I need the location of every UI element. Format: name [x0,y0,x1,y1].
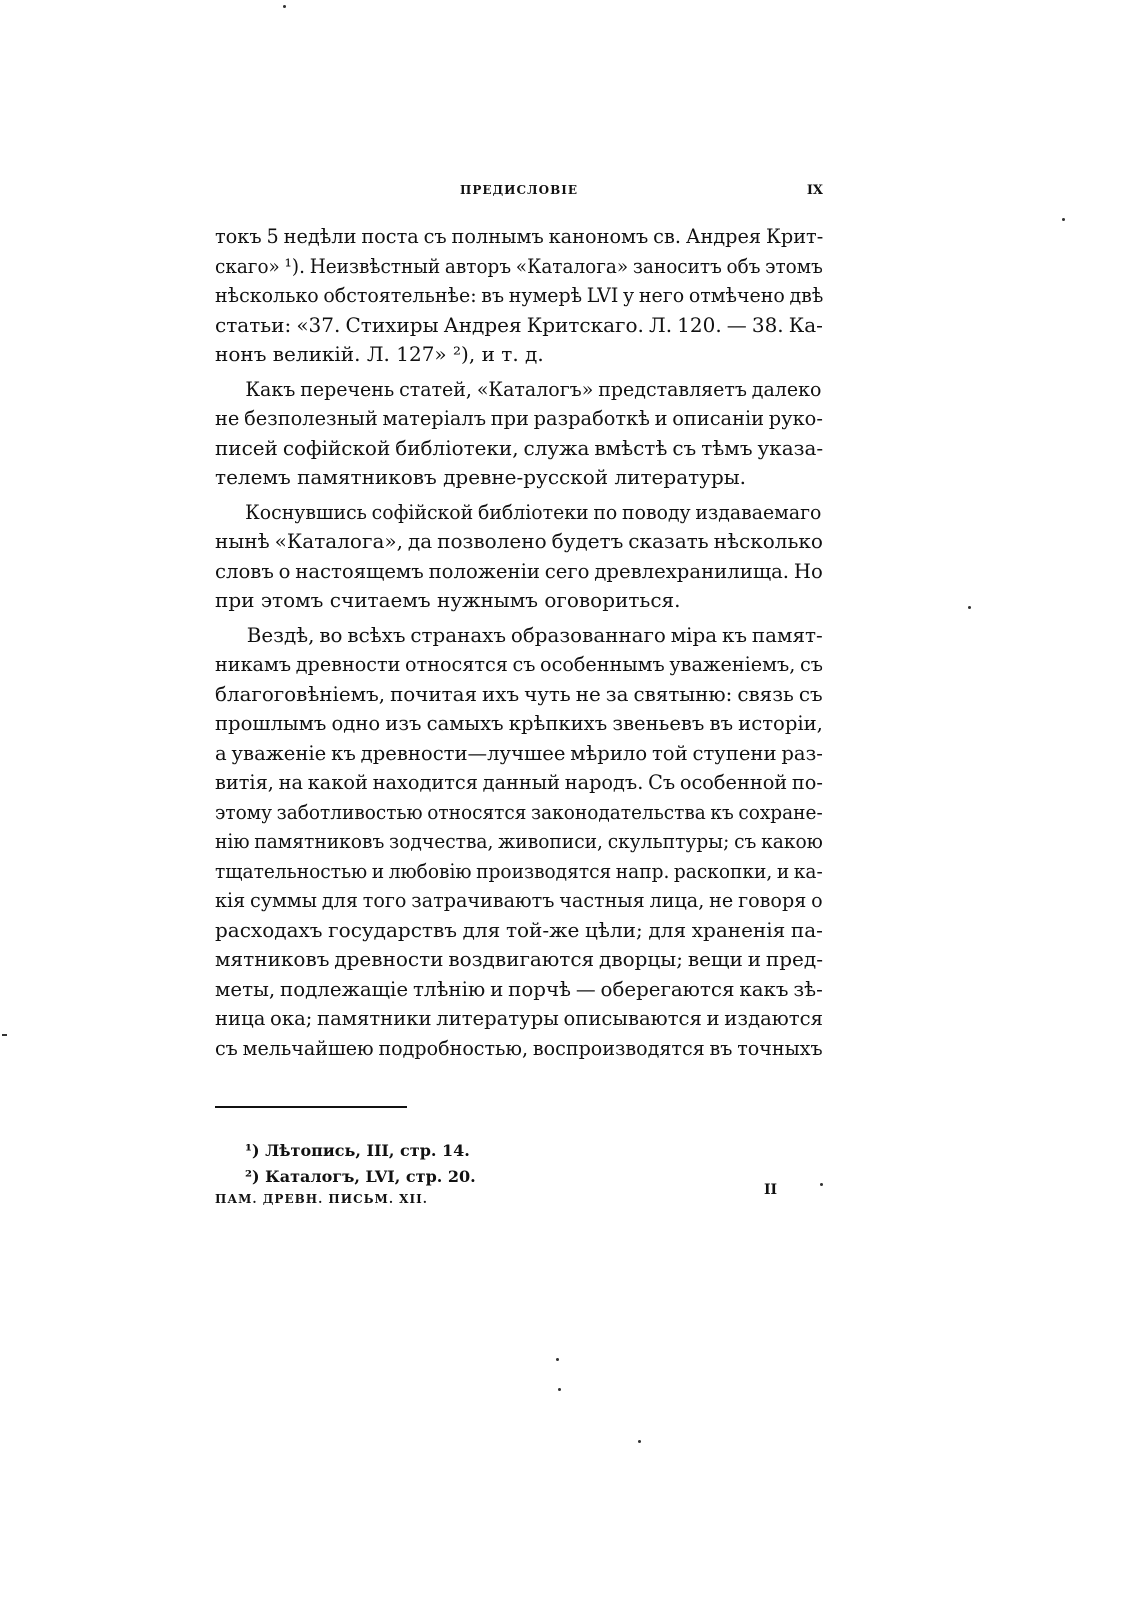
word: него [638,283,685,307]
word: будетъ [551,529,624,553]
word: съ [798,681,823,706]
word: при [490,406,529,430]
word: сохране- [738,799,823,824]
word: ока; [270,1006,313,1030]
word: — [726,312,747,337]
word: памят- [751,622,823,647]
word: — [575,976,596,1001]
text-line [215,340,823,370]
word: сего [544,558,590,583]
word: нонъ великій. Л. 127» ²), и т. д. [215,342,544,366]
word: древности [295,652,401,676]
word: и [371,858,385,883]
scan-speck [558,1388,561,1391]
word: о [278,558,291,583]
word: описаніи [672,406,765,430]
text-line [215,1034,823,1064]
text-line [215,434,823,464]
word: міра [670,622,718,647]
word: живописи, [498,829,603,853]
word: для [462,917,501,942]
word: законодательства [531,799,706,824]
text-line [215,557,823,587]
word: кія [215,888,246,912]
word: оберегаются [600,976,735,1001]
footnote-text: Лѣтопись, III, стр. 14. [265,1141,470,1160]
word: а [215,740,227,765]
word: канономъ [548,224,649,248]
word: «Каталогъ» [476,376,594,401]
word: Андрея [685,224,762,248]
word: къ [721,622,748,647]
word: меты, [215,976,276,1001]
sheet-mark: II [764,1182,778,1198]
word: прошлымъ [215,711,327,735]
scan-speck [638,1440,641,1443]
word: представляетъ [598,376,747,401]
word: позволено [437,529,547,553]
word: и [747,947,762,971]
word: мельчайшею [242,1035,374,1060]
word: памятники [317,1006,432,1030]
word: ихъ [482,681,520,706]
word: нынѣ [215,529,270,553]
word: токъ [215,224,262,248]
word: относятся [427,799,527,824]
word: Вездѣ, [246,622,315,647]
word: отмѣчено [688,283,785,307]
text-line [215,886,823,916]
word: почитая [390,681,477,706]
word: Неизвѣстный [309,253,441,278]
word: особенной [679,770,788,794]
text-line [215,768,823,798]
word: раз- [781,740,823,765]
text-line [215,498,821,528]
word: данный [482,770,560,794]
word: матеріалъ [382,406,487,430]
word: той [651,740,688,765]
word: относятся [405,652,508,676]
word: не [575,681,601,706]
word: описываются [563,1006,702,1030]
word: не [709,888,734,912]
word: въ [709,711,734,735]
word: нѣсколько [215,283,319,307]
word: Но [793,558,823,583]
word: памятниковъ [254,829,385,853]
text-line [215,404,823,434]
word: государствъ [328,917,457,942]
running-title: ПРЕДИСЛОВІЕ [459,183,579,197]
word: Л. [649,312,673,337]
text-line [215,527,823,557]
word: нѣсколько [713,529,823,553]
word: указа- [757,435,824,460]
word: нумерѣ [508,283,583,307]
word: Съ [648,770,676,794]
word: съ [734,829,757,853]
word: у [623,283,635,307]
text-line [215,857,823,887]
running-head [215,183,823,203]
word: и [706,1006,720,1030]
word: для [648,917,687,942]
word: цѣли; [585,917,643,942]
word: авторъ [444,253,512,278]
word: къ [710,799,734,824]
word: святыню: [633,681,733,706]
word: частныя [559,888,645,912]
text-line [215,222,823,252]
word: двѣ [789,283,824,307]
word: писей [215,435,278,460]
text-line [215,375,821,405]
word: Критскаго. [526,312,644,337]
word: съ [512,652,536,676]
scan-speck [556,1358,559,1361]
word: 120. [677,312,722,337]
word: софійской [371,499,474,524]
text-line [215,463,823,493]
text-line [215,827,823,857]
word: ¹). [284,253,305,278]
word: говоря [738,888,807,912]
word: Стихиры [345,312,439,337]
word: древлехранилища. [594,558,790,583]
word: этомъ [765,253,823,278]
text-line [215,281,823,311]
word: Коснувшись [245,499,367,524]
word: статьи: [215,312,292,337]
word: этому [215,799,273,824]
footnote [245,1138,645,1164]
word: литературы [436,1006,559,1030]
word: всѣхъ [347,622,406,647]
word: для [321,888,358,912]
word: о [811,888,823,912]
word: пред- [765,947,823,971]
word: ка- [793,858,823,883]
word: раскопки, [673,858,773,883]
word: суммы [250,888,318,912]
word: съ [423,224,447,248]
word: воспроизводятся [532,1035,705,1060]
word: къ [331,740,356,765]
word: лица, [649,888,705,912]
word: поводу [622,499,691,524]
word: ница [215,1006,266,1030]
word: какой [307,770,368,794]
word: напр. [615,858,670,883]
word: безполезный [244,406,378,430]
word: «Каталога» [515,253,629,278]
footnotes [245,1138,645,1190]
text-line [215,945,823,975]
word: одно [331,711,381,735]
text-line [215,311,823,341]
word: скульптуры; [607,829,730,853]
word: по- [791,770,823,794]
word: благоговѣніемъ, [215,681,386,706]
word: настоящемъ [295,558,424,583]
word: Какъ [245,376,296,401]
text-line [215,252,823,282]
word: во [319,622,343,647]
text-line [215,798,823,828]
word: зѣ- [793,976,823,1001]
word: положеніи [428,558,540,583]
word: народъ. [564,770,644,794]
text-line [215,621,823,651]
word: какъ [739,976,789,1001]
scan-speck [1062,218,1065,221]
word: исторіи, [738,711,823,735]
word: заноситъ [632,253,722,278]
word: самыхъ [426,711,504,735]
word: тщательностью [215,858,368,883]
word: и [776,858,790,883]
word: изъ [385,711,422,735]
text-line [215,916,823,946]
word: тлѣнію [412,976,486,1001]
word: Андрея [443,312,522,337]
word: обстоятельнѣе: [323,283,477,307]
word: храненія [691,917,786,942]
word: «Каталога», [274,529,403,553]
scan-speck [968,606,971,609]
word: статей, [399,376,472,401]
word: вещи [687,947,743,971]
word: чуть [524,681,571,706]
word: витія, [215,770,274,794]
word: нію [215,829,250,853]
word: точныхъ [737,1035,823,1060]
word: 38. [751,312,784,337]
word: 5 [266,224,279,248]
text-line [215,680,823,710]
word: съ [672,435,697,460]
word: связь [737,681,794,706]
word: подробностью, [378,1035,529,1060]
word: дворцы; [599,947,683,971]
word: никамъ [215,652,292,676]
word: при этомъ считаемъ нужнымъ оговориться. [215,588,681,612]
footnote-text: Каталогъ, LVI, стр. 20. [265,1167,476,1186]
text-line [215,709,823,739]
word: издаваемаго [695,499,822,524]
word: мятниковъ [215,947,330,971]
word: поста [361,224,419,248]
scan-speck [820,1183,823,1186]
word: софійской [282,435,391,460]
word: въ [709,1035,733,1060]
word: далеко [751,376,822,401]
word: скаго» [215,253,280,278]
word: любовію [388,858,472,883]
word: древности—лучшее [360,740,566,765]
word: по [593,499,618,524]
word: расходахъ [215,917,323,942]
word: Крит- [765,224,824,248]
word: мѣрило [570,740,648,765]
word: руко- [768,406,823,430]
word: служа [523,435,590,460]
scan-speck [283,5,286,8]
page-number: IX [806,183,823,198]
word: сказать [628,529,709,553]
word: производятся [476,858,612,883]
word: полнымъ [451,224,544,248]
footnote-marker: ²) [245,1167,260,1186]
word: и [654,406,668,430]
word: разработкѣ [533,406,650,430]
word: той-же [505,917,580,942]
word: издаются [724,1006,823,1030]
text-line [215,975,823,1005]
word: библіотеки, [395,435,519,460]
word: особеннымъ [540,652,665,676]
word: подлежащіе [279,976,409,1001]
word: зодчества, [389,829,494,853]
word: вмѣстѣ [594,435,668,460]
text-line [215,739,823,769]
word: перечень [300,376,395,401]
text-line [215,586,823,616]
word: въ [481,283,505,307]
word: заботливостью [276,799,423,824]
word: съ [799,652,823,676]
word: на [278,770,304,794]
word: находится [372,770,478,794]
word: да [407,529,433,553]
word: порчѣ [508,976,571,1001]
word: уваженіемъ, [669,652,796,676]
word: и [490,976,504,1001]
footnote-rule [215,1106,407,1108]
word: словъ [215,558,274,583]
word: звеньевъ [612,711,705,735]
word: за [605,681,629,706]
word: съ [215,1035,238,1060]
word: Ка- [788,312,823,337]
word: «37. [296,312,341,337]
word: объ [726,253,761,278]
word: того [362,888,407,912]
footnote-marker: ¹) [245,1141,260,1160]
word: библіотеки [477,499,589,524]
word: странахъ [410,622,506,647]
word: уваженіе [231,740,327,765]
word: какою [761,829,823,853]
word: затрачиваютъ [411,888,555,912]
signature-line: ПАМ. ДРЕВН. ПИСЬМ. XII. [215,1192,428,1206]
text-line [215,1004,823,1034]
footnote [245,1164,645,1190]
scan-speck [2,1034,7,1036]
word: LVI [586,283,619,307]
word: недѣли [283,224,357,248]
text-line [215,650,823,680]
word: ступени [692,740,777,765]
body-text [215,222,823,1063]
word: крѣпкихъ [508,711,608,735]
word: св. [653,224,681,248]
word: воздвигаются [448,947,595,971]
word: не [215,406,240,430]
word: па- [790,917,823,942]
word: древности [334,947,444,971]
word: тѣмъ [701,435,753,460]
word: образованнаго [510,622,666,647]
word: телемъ памятниковъ древне-русской литературы. [215,465,747,489]
